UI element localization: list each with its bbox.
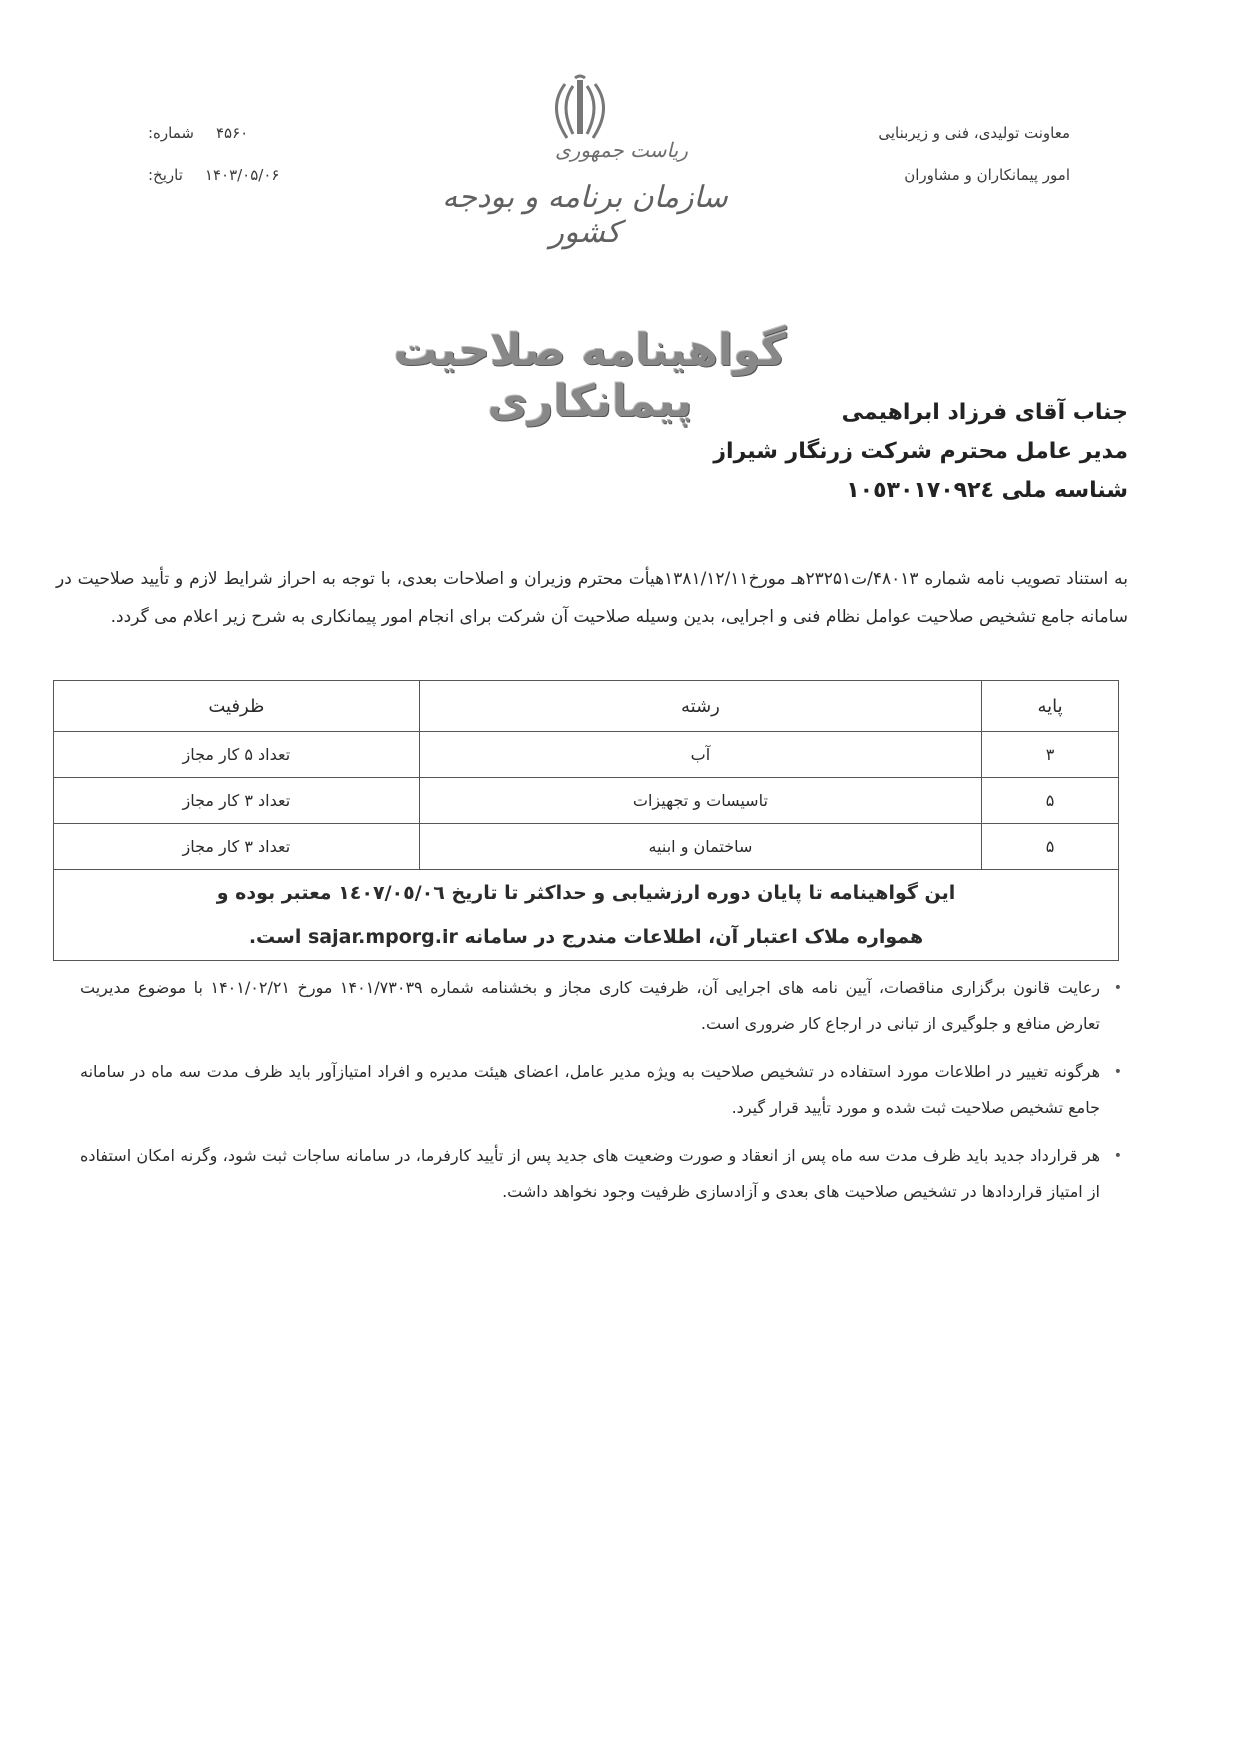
table-row [54,824,1119,870]
letter-date [148,154,308,196]
validity-note-line2: همواره ملاک اعتبار آن، اطلاعات مندرج در سامانه sajar.mporg.ir است. [248,926,924,948]
qualification-table [53,680,1119,961]
cell-field: ساختمان و ابنیه [419,824,982,870]
department-line: معاونت تولیدی، فنی و زیربنایی [878,124,1070,142]
list-item [80,1054,1128,1126]
validity-note-line1: این گواهینامه تا پایان دوره ارزشیابی و حداکثر تا تاریخ ١٤٠٧/٠٥/٠٦ معتبر بوده و [216,882,956,904]
cell-base: ۵ [982,824,1119,870]
header-field: رشته [419,681,982,732]
cell-field: تاسیسات و تجهیزات [419,778,982,824]
table-row [54,778,1119,824]
department-line: امور پیمانکاران و مشاوران [904,166,1070,184]
bullet-icon: • [1113,980,1122,996]
list-item-text: هرگونه تغییر در اطلاعات مورد استفاده در تشخیص صلاحیت به ویژه مدیر عامل، اعضای هیئت مدیره و افراد امتیازآور باید ظرف مدت سه ماه در سامانه جامع تشخیص صلاحیت ثبت شده و مورد تأیید قرار گیرد. [80,1062,1100,1117]
addressee-role: مدیر عامل محترم شرکت زرنگار شیراز [713,439,1128,464]
letter-number [148,112,308,154]
addressee-name: جناب آقای فرزاد ابراهیمی [841,400,1128,425]
number-value: ۴۵۶۰ [215,124,249,142]
validity-note [54,870,1119,961]
cell-base: ۳ [982,732,1119,778]
cell-field: آب [419,732,982,778]
header-base: پایه [982,681,1119,732]
bullet-icon: • [1113,1064,1122,1080]
iran-emblem-icon [545,72,615,144]
list-item-text: رعایت قانون برگزاری مناقصات، آیین نامه های اجرایی آن، ظرفیت کاری مجاز و بخشنامه شماره ۱۴۰۱/۷۳۰۳۹ مورخ ۱۴۰۱/۰۲/۲۱ با موضوع مدیریت تعارض منافع و جلوگیری از تبانی در ارجاع کار ضروری است. [80,978,1101,1033]
reference-block [148,112,308,196]
cell-capacity: تعداد ۵ کار مجاز [54,732,420,778]
list-item-text: هر قرارداد جدید باید ظرف مدت سه ماه پس از انعقاد و صورت وضعیت های جدید پس از تأیید کارفرما، در سامانه ساجات ثبت شود، وگرنه امکان استفاده از امتیاز قراردادها در تشخیص صلاحیت های بعدی و آزادسازی ظرفیت وجود نخواهد داشت. [80,1146,1100,1201]
national-id: شناسه ملی ١٠٥٣٠١٧٠٩٢٤ [846,478,1128,503]
list-item [80,1138,1128,1210]
table-row [54,732,1119,778]
cell-capacity: تعداد ۳ کار مجاز [54,778,420,824]
date-label: تاریخ: [148,166,183,184]
document-title: گواهینامه صلاحیت پیمانکاری [393,325,787,427]
cell-base: ۵ [982,778,1119,824]
number-label: شماره: [148,124,194,142]
conditions-list [80,970,1128,1222]
intro-paragraph: به استناد تصویب نامه شماره ۴۸۰۱۳/ت۲۳۲۵۱هـ مورخ۱۳۸۱/۱۲/۱۱هیأت محترم وزیران و اصلاحات بعدی، با توجه به احراز شرایط لازم و تأیید صلاحیت در سامانه جامع تشخیص صلاحیت عوامل نظام فنی و اجرایی، بدین وسیله صلاحیت آن شرکت برای انجام امور پیمانکاری به شرح زیر اعلام می گردد. [56,569,1128,627]
org-name: سازمان برنامه و بودجه کشور [442,180,728,250]
table-header-row [54,681,1119,732]
list-item [80,970,1128,1042]
addressee-block [713,393,1128,510]
org-presidency: ریاست جمهوری [555,138,688,162]
date-value: ۱۴۰۳/۰۵/۰۶ [204,166,280,184]
header-capacity: ظرفیت [54,681,420,732]
department-block [770,112,1070,196]
cell-capacity: تعداد ۳ کار مجاز [54,824,420,870]
validity-note-row [54,870,1119,961]
bullet-icon: • [1113,1148,1122,1164]
